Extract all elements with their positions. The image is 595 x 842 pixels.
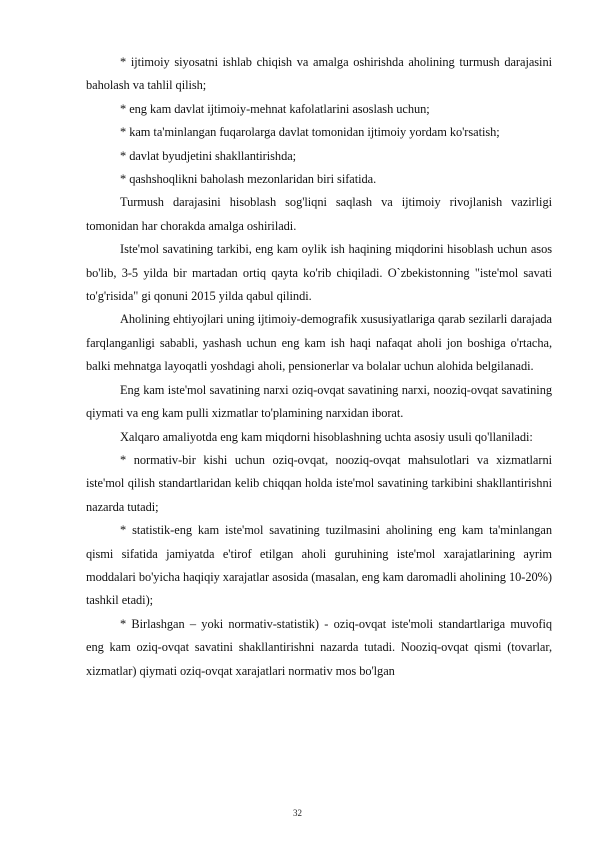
paragraph-8: Aholining ehtiyojlari uning ijtimoiy-demografik xususiyatlariga qarab sezilarli darajada farqlanganligi sababli, yashash uchun eng kam ish haqi nafaqat aholi jon boshiga o'rtacha, balki mehnatga layoqatli yoshdagi aholi, pensionerlar va bolalar uchun alohida belgilanadi. <box>86 312 552 374</box>
paragraph-6: Turmush darajasini hisoblash sog'liqni saqlash va ijtimoiy rivojlanish vazirligi tomonidan har chorakda amalga oshiriladi. <box>86 195 552 233</box>
paragraph-3: * kam ta'minlangan fuqarolarga davlat tomonidan ijtimoiy yordam ko'rsatish; <box>120 125 500 140</box>
paragraph-11: * normativ-bir kishi uchun oziq-ovqat, nooziq-ovqat mahsulotlari va xizmatlarni iste'mol qilish standartlaridan kelib chiqqan holda iste'mol savatining tarkibini shakllantirishni nazarda tutadi; <box>86 452 552 514</box>
paragraph-10: Xalqaro amaliyotda eng kam miqdorni hisoblashning uchta asosiy usuli qo'llaniladi: <box>120 429 533 444</box>
paragraph-13: * Birlashgan – yoki normativ-statistik) - oziq-ovqat iste'moli standartlariga muvofiq eng kam oziq-ovqat savatini shakllantirishni nazarda tutadi. Nooziq-ovqat qismi (tovarlar, xizmatlar) qiymati oziq-ovqat xarajatlari normativ mos bo'lgan <box>86 616 552 678</box>
paragraph-2: * eng kam davlat ijtimoiy-mehnat kafolatlarini asoslash uchun; <box>120 101 430 116</box>
document-body <box>86 51 552 683</box>
paragraph-5: * qashshoqlikni baholash mezonlaridan biri sifatida. <box>120 172 377 187</box>
paragraph-9: Eng kam iste'mol savatining narxi oziq-ovqat savatining narxi, nooziq-ovqat savatining qiymati va eng kam pulli xizmatlar to'plamining narxidan iborat. <box>86 382 552 421</box>
paragraph-1: * ijtimoiy siyosatni ishlab chiqish va amalga oshirishda aholining turmush darajasini baholash va tahlil qilish; <box>86 55 552 93</box>
paragraph-7: Iste'mol savatining tarkibi, eng kam oylik ish haqining miqdorini hisoblash uchun asos bo'lib, 3-5 yilda bir martadan ortiq qayta ko'rib chiqiladi. O`zbekistonning "iste'mol savati to'g'risida" gi qonuni 2015 yilda qabul qilindi. <box>86 242 552 304</box>
page-number: 32 <box>293 808 302 818</box>
paragraph-4: * davlat byudjetini shakllantirishda; <box>120 148 297 163</box>
paragraph-12: * statistik-eng kam iste'mol savatining tuzilmasini aholining eng kam ta'minlangan qismi sifatida jamiyatda e'tirof etilgan aholi guruhining iste'mol xarajatlarining ayrim moddalari bo'yicha haqiqiy xarajatlar asosida (masalan, eng kam daromadli aholining 10-20%) tashkil etadi); <box>86 523 552 608</box>
